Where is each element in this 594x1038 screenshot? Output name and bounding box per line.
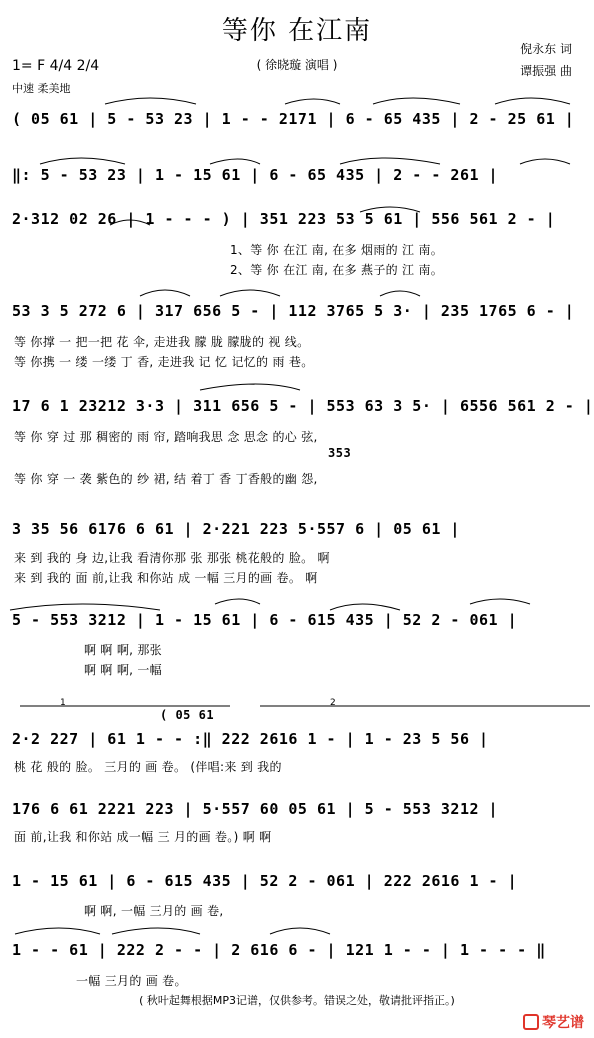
score-row-4: 53 3 5 272 6 | 317 656 5 - | 112 3765 5 3· | 235 1765 6 - | (12, 302, 575, 320)
score-row-9: 176 6 61 2221 223 | 5·557 60 05 61 | 5 - 553 3212 | (12, 800, 499, 818)
score-row-8: 2·2 227 | 61 1 - - :‖ 222 2616 1 - | 1 - 23 5 56 | (12, 730, 489, 748)
score-row-3: 2·312 02 26 | 1 - - - ) | 351 223 53 5 61 | 556 561 2 - | (12, 210, 556, 228)
lyric-line: 啊 啊, 一幅 三月的 画 卷, (84, 904, 224, 918)
key-signature: 1= F 4/4 2/4 (12, 58, 100, 74)
lyric-line: 桃 花 般的 脸。 三月的 画 卷。 (伴唱:来 到 我的 (14, 760, 282, 774)
lyric-line: 啊 啊 啊, 一幅 (84, 663, 162, 677)
lyric-line: 来 到 我的 面 前,让我 和你站 成 一幅 三月的画 卷。 啊 (14, 571, 318, 585)
score-row-7: 5 - 553 3212 | 1 - 15 61 | 6 - 615 435 | 52 2 - 061 | (12, 611, 518, 629)
logo-text: 琴艺谱 (542, 1015, 584, 1031)
lyric-line: 等 你撑 一 把一把 花 伞, 走进我 朦 胧 朦胧的 视 线。 (14, 335, 310, 349)
score-row-6: 3 35 56 6176 6 61 | 2·221 223 5·557 6 | 05 61 | (12, 520, 460, 538)
lyric-line: 1、等 你 在江 南, 在多 烟雨的 江 南。 (230, 243, 444, 257)
tempo-marking: 中速 柔美地 (12, 82, 71, 95)
transcription-note: ( 秋叶起舞根据MP3记谱，仅供参考。错误之处，敬请批评指正。) (139, 994, 455, 1007)
lyric-line: 2、等 你 在江 南, 在多 燕子的 江 南。 (230, 263, 444, 277)
lyric-line: 等 你 穿 一 袭 紫色的 纱 裙, 结 着丁 香 丁香般的幽 怨, (14, 472, 318, 486)
lyric-line: 等 你 穿 过 那 稠密的 雨 帘, 踏响我思 念 思念 的心 弦, (14, 430, 318, 444)
lyric-line: 一幅 三月的 画 卷。 (76, 974, 187, 988)
score-row-10: 1 - 15 61 | 6 - 615 435 | 52 2 - 061 | 222 2616 1 - | (12, 872, 518, 890)
singer-credit: ( 徐晓璇 演唱 ) (256, 58, 338, 72)
repeat-intro: ( 05 61 (160, 708, 215, 722)
score-row-1: ( 05 61 | 5 - 53 23 | 1 - - 2171 | 6 - 65 435 | 2 - 25 61 | (12, 110, 575, 128)
lyric-line: 啊 啊 啊, 那张 (84, 643, 162, 657)
lyric-line: 面 前,让我 和你站 成一幅 三 月的画 卷。) 啊 啊 (14, 830, 272, 844)
site-logo[interactable] (523, 1012, 584, 1032)
logo-icon (523, 1014, 539, 1030)
score-row-2: ‖: 5 - 53 23 | 1 - 15 61 | 6 - 65 435 | 2 - - 261 | (12, 166, 499, 184)
ossia-notes: 353 (328, 446, 352, 460)
volta-2: 2 (330, 698, 336, 708)
lyric-line: 来 到 我的 身 边,让我 看清你那 张 那张 桃花般的 脸。 啊 (14, 551, 330, 565)
score-row-5: 17 6 1 23212 3·3 | 311 656 5 - | 553 63 3 5· | 6556 561 2 - | (12, 397, 594, 415)
volta-1: 1 (60, 698, 66, 708)
lyric-line: 等 你携 一 缕 一缕 丁 香, 走进我 记 忆 记忆的 雨 巷。 (14, 355, 314, 369)
score-row-11: 1 - - 61 | 222 2 - - | 2 616 6 - | 121 1 - - | 1 - - - ‖ (12, 941, 546, 959)
lyricist-credit: 倪永东 词 (520, 42, 572, 56)
song-title: 等你 在江南 (221, 16, 373, 46)
composer-credit: 谭振强 曲 (520, 64, 572, 78)
